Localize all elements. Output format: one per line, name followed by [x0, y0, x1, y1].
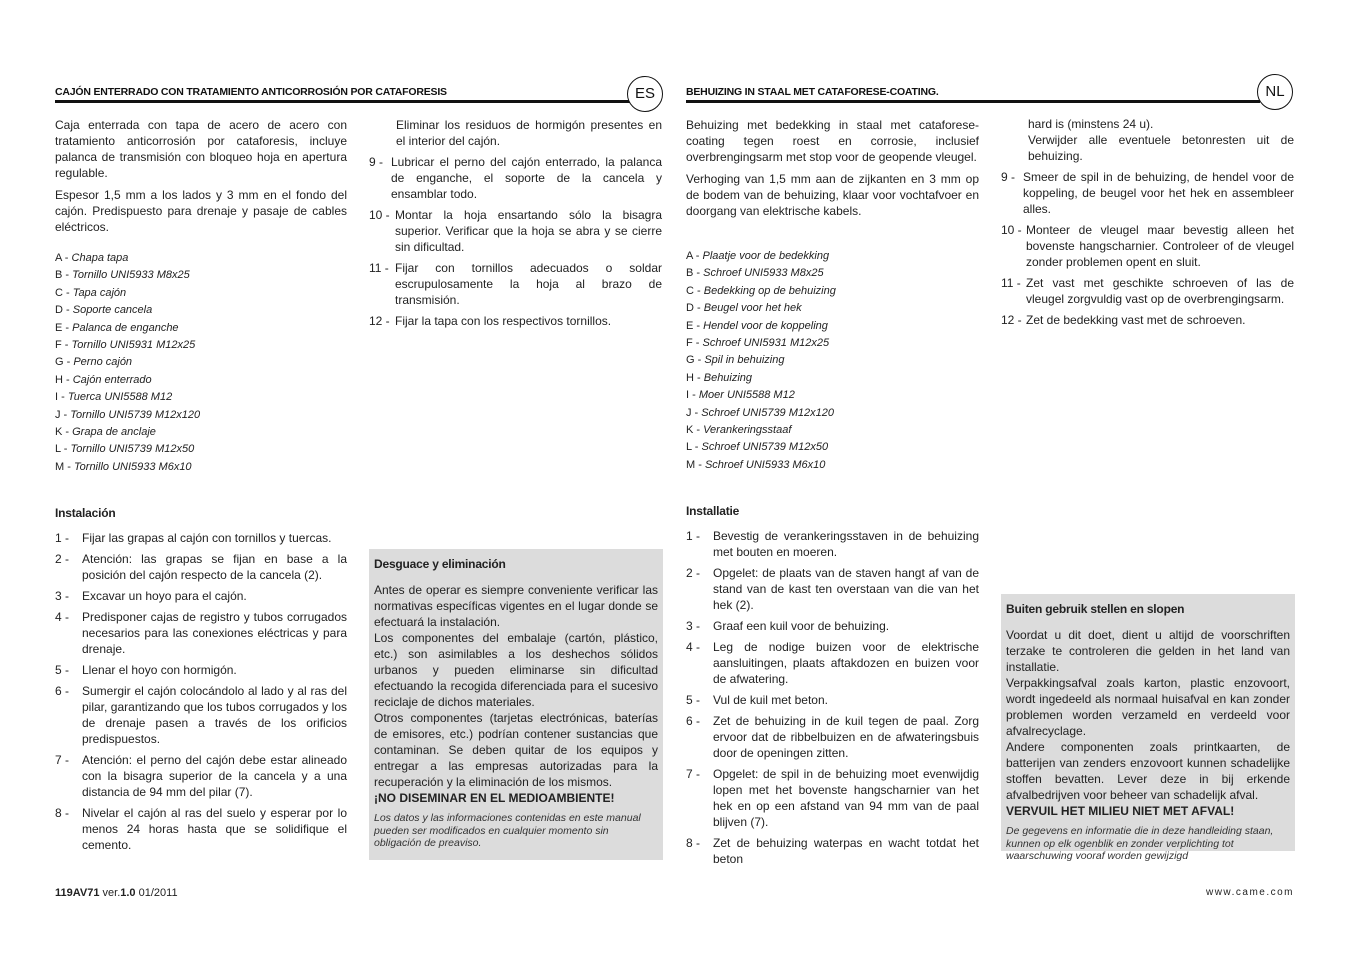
es-part-item: L - Tornillo UNI5739 M12x50	[55, 443, 195, 456]
nl-part-item: D - Beugel voor het hek	[686, 302, 802, 315]
es-parts-list	[55, 250, 347, 476]
es-disposal-box	[369, 549, 663, 860]
es-step: 4 - Predisponer cajas de registro y tubos corrugados necesarios para las conexiones eléctricas y para drenaje.	[55, 610, 347, 656]
es-step-continuation: Eliminar los residuos de hormigón presentes en el interior del cajón.	[396, 118, 662, 148]
es-disposal-heading: Desguace y eliminación	[374, 557, 506, 571]
nl-part-item: I - Moer UNI5588 M12	[686, 389, 795, 402]
es-part-item: E - Palanca de enganche	[55, 321, 179, 334]
nl-part-item: F - Schroef UNI5931 M12x25	[686, 337, 830, 350]
version-label: ver.	[102, 887, 121, 899]
es-install-steps-cont	[369, 117, 662, 334]
es-disposal-text: Antes de operar es siempre conveniente verificar las normativas específicas vigentes en el lugar donde se efectuará la instalación.	[374, 583, 658, 629]
es-step: 12 - Fijar la tapa con los respectivos tornillos.	[369, 314, 612, 328]
nl-disposal-heading: Buiten gebruik stellen en slopen	[1006, 602, 1185, 616]
version-number: 1.0	[120, 887, 136, 899]
es-language-badge: ES	[627, 76, 663, 112]
nl-step: 9 - Smeer de spil in de behuizing, de hendel voor de koppeling, de beugel voor het hek en assembleer alles.	[1001, 170, 1294, 216]
nl-intro	[686, 117, 979, 225]
document-code	[55, 887, 178, 899]
nl-step: 6 - Zet de behuizing in de kuil tegen de paal. Zorg ervoor dat de ribbelbuizen en de afwateringsbuis door de openingen zitten.	[686, 714, 979, 760]
nl-disposal-text: Verpakkingsafval zoals karton, plastic enzovoort, wordt ingedeeld als normaal huisafval en kan zonder problemen worden verzameld en verdeeld voor afvalrecyclage.	[1006, 676, 1290, 738]
es-part-item: B - Tornillo UNI5933 M8x25	[55, 269, 190, 282]
nl-part-item: H - Behuizing	[686, 371, 753, 384]
es-step: 2 - Atención: las grapas se fijan en base a la posición del cajón respecto de la cancela (2).	[55, 552, 347, 582]
es-step: 1 - Fijar las grapas al cajón con tornillos y tuercas.	[55, 531, 332, 545]
es-step: 8 - Nivelar el cajón al ras del suelo y esperar por lo menos 24 horas hasta que se solidifique el cemento.	[55, 806, 347, 852]
nl-disposal-box	[1001, 594, 1295, 862]
document-date: 01/2011	[138, 887, 178, 899]
es-step: 9 - Lubricar el perno del cajón enterrado, la palanca de enganche, el soporte de la cancela y ensamblar todo.	[369, 155, 662, 201]
es-part-item: F - Tornillo UNI5931 M12x25	[55, 339, 196, 352]
nl-part-item: C - Bedekking op de behuizing	[686, 284, 836, 297]
nl-part-item: L - Schroef UNI5739 M12x50	[686, 441, 829, 454]
es-part-item: K - Grapa de anclaje	[55, 426, 156, 439]
nl-part-item: K - Verankeringsstaaf	[686, 424, 792, 437]
nl-step: 12 - Zet de bedekking vast met de schroeven.	[1001, 313, 1246, 327]
nl-step-continuation: Verwijder alle eventuele betonresten uit de behuizing.	[1028, 133, 1294, 163]
es-step: 7 - Atención: el perno del cajón debe estar alineado con la bisagra superior de la cancela y a una distancia de 94 mm del pilar (7).	[55, 753, 347, 799]
nl-part-item: E - Hendel voor de koppeling	[686, 319, 828, 332]
es-step: 11 - Fijar con tornillos adecuados o soldar escrupulosamente la hoja al brazo de transmisión.	[369, 261, 662, 307]
product-code: 119AV71	[55, 887, 100, 899]
es-disclaimer: Los datos y las informaciones contenidas en este manual pueden ser modificados en cualquier momento sin obligación de preaviso.	[374, 812, 641, 849]
es-intro	[55, 117, 347, 241]
nl-part-item: A - Plaatje voor de bedekking	[686, 250, 830, 262]
es-section-title: CAJÓN ENTERRADO CON TRATAMIENTO ANTICORROSIÓN POR CATAFORESIS	[55, 86, 447, 98]
es-disposal-text: Los componentes del embalaje (cartón, plástico, etc.) son asimilables a los deshechos sólidos urbanos y pueden eliminarse sin dificultad efectuando la recogida diferenciada para el sucesivo reciclaje de dichos materiales.	[374, 631, 658, 709]
es-part-item: H - Cajón enterrado	[55, 373, 152, 386]
nl-part-item: M - Schroef UNI5933 M6x10	[686, 458, 826, 471]
es-install-steps	[55, 530, 347, 858]
nl-intro-paragraph: Verhoging van 1,5 mm aan de zijkanten en 3 mm op de bodem van de behuizing, klaar voor vochtafvoer en doorgang van elektrische kabels.	[686, 172, 979, 218]
nl-intro-paragraph: Behuizing met bedekking in staal met cataforese-coating tegen roest en corrosie, inclusief overbrengingsarm met stop voor de geopende vleugel.	[686, 118, 979, 164]
nl-step: 3 - Graaf een kuil voor de behuizing.	[686, 619, 890, 633]
nl-install-heading: Installatie	[686, 504, 740, 518]
nl-parts-list	[686, 248, 979, 474]
es-step: 6 - Sumergir el cajón colocándolo al lado y al ras del pilar, garantizando que los tubos corrugados y los de drenaje pasen a través de los orificios predispuestos.	[55, 684, 347, 746]
nl-language-badge: NL	[1257, 74, 1293, 110]
nl-part-item: J - Schroef UNI5739 M12x120	[686, 406, 834, 419]
es-part-item: M - Tornillo UNI5933 M6x10	[55, 460, 192, 473]
es-step: 10 - Montar la hoja ensartando sólo la bisagra superior. Verificar que la hoja se abra y se cierre sin dificultad.	[369, 208, 662, 254]
nl-section-title: BEHUIZING IN STAAL MET CATAFORESE-COATING.	[686, 86, 939, 98]
nl-install-steps-cont	[1001, 116, 1294, 333]
es-header-rule	[55, 100, 630, 103]
nl-step: 5 - Vul de kuil met beton.	[686, 693, 828, 707]
nl-disposal-warning: VERVUIL HET MILIEU NIET MET AFVAL!	[1006, 804, 1235, 818]
nl-part-item: G - Spil in behuizing	[686, 354, 785, 367]
website-url: www.came.com	[1205, 887, 1294, 898]
es-part-item: A - Chapa tapa	[55, 252, 129, 264]
nl-step: 7 - Opgelet: de spil in de behuizing moet evenwijdig lopen met het bovenste hangscharnier van het hek en op een afstand van 94 mm van de paal blijven (7).	[686, 767, 979, 829]
es-intro-paragraph: Espesor 1,5 mm a los lados y 3 mm en el fondo del cajón. Predispuesto para drenaje y pasaje de cables eléctricos.	[55, 188, 347, 234]
nl-step: 8 - Zet de behuizing waterpas en wacht totdat het beton	[686, 836, 979, 866]
nl-step: 10 - Monteer de vleugel maar bevestig alleen het bovenste hangscharnier. Controleer of de vleugel zonder problemen opent en sluit.	[1001, 223, 1294, 269]
nl-step-continuation: hard is (minstens 24 u).	[1028, 117, 1154, 131]
es-install-heading: Instalación	[55, 506, 116, 520]
es-step: 3 - Excavar un hoyo para el cajón.	[55, 589, 247, 603]
es-part-item: G - Perno cajón	[55, 356, 133, 369]
nl-step: 11 - Zet vast met geschikte schroeven of las de vleugel zorgvuldig vast op de overbrengingsarm.	[1001, 276, 1294, 306]
es-part-item: C - Tapa cajón	[55, 286, 127, 299]
nl-step: 2 - Opgelet: de plaats van de staven hangt af van de stand van de kast ten overstaan van die van het hek (2).	[686, 566, 979, 612]
nl-install-steps	[686, 528, 979, 872]
nl-step: 4 - Leg de nodige buizen voor de elektrische aansluitingen, plaats aftakdozen en buizen voor de afwatering.	[686, 640, 979, 686]
nl-disposal-text: Andere componenten zoals printkaarten, de batterijen van zenders enzovoort kunnen schadelijke stoffen bevatten. Lever deze in bij erkende afvalbedrijven voor beheer van schadelijk afval.	[1006, 740, 1290, 802]
es-disposal-text: Otros componentes (tarjetas electrónicas, baterías de emisores, etc.) podrían contener sustancias que contaminan. Se deben quitar de los equipos y entregar a las empresas autorizadas para la recuperación y la eliminación de los mismos.	[374, 711, 658, 789]
es-disposal-warning: ¡NO DISEMINAR EN EL MEDIOAMBIENTE!	[374, 791, 615, 805]
es-intro-paragraph: Caja enterrada con tapa de acero de acero con tratamiento anticorrosión por cataforesis, incluye palanca de transmisión con bloqueo hoja en apertura regulable.	[55, 118, 347, 180]
nl-disclaimer: De gegevens en informatie die in deze handleiding staan, kunnen op elk ogenblik en zonder verplichting tot waarschuwing vooraf worden gewijzigd	[1006, 825, 1274, 862]
nl-part-item: B - Schroef UNI5933 M8x25	[686, 267, 824, 280]
nl-disposal-text: Voordat u dit doet, dient u altijd de voorschriften terzake te controleren die gelden in het land van installatie.	[1006, 628, 1290, 674]
nl-step: 1 - Bevestig de verankeringsstaven in de behuizing met bouten en moeren.	[686, 529, 979, 559]
es-part-item: D - Soporte cancela	[55, 304, 153, 317]
nl-header-rule	[686, 100, 1260, 103]
es-step: 5 - Llenar el hoyo con hormigón.	[55, 663, 237, 677]
es-part-item: I - Tuerca UNI5588 M12	[55, 391, 173, 404]
es-part-item: J - Tornillo UNI5739 M12x120	[55, 408, 201, 421]
